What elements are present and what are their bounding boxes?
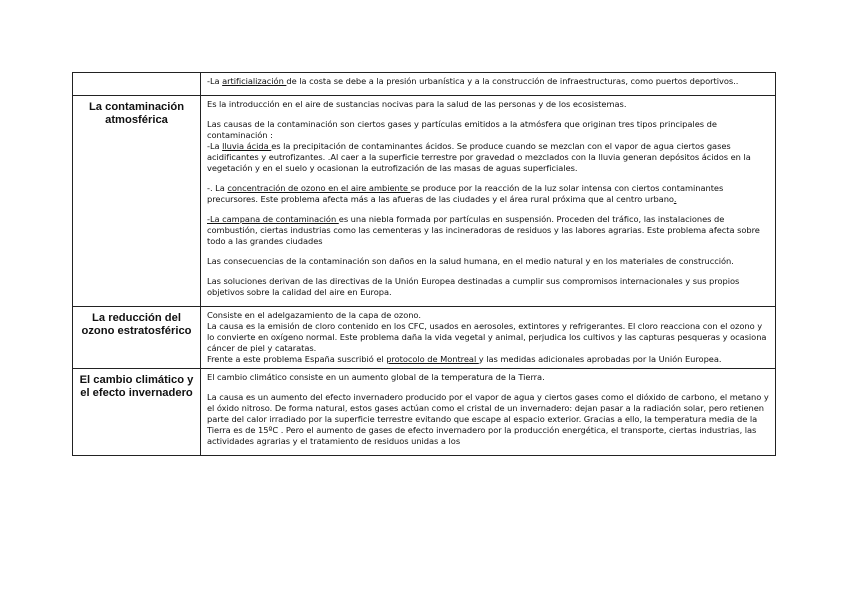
air-pollution-solutions: Las soluciones derivan de las directivas de la Unión Europea destinadas a cumplir sus compromisos internacionales y sus propios objetivos sobre la calidad del aire en Europa. [207,276,740,297]
table-row-coast [73,73,776,96]
air-pollution-consequences: Las consecuencias de la contaminación son daños en la salud humana, en el medio natural y en los materiales de construcción. [207,256,734,266]
geography-topics-table [72,72,776,456]
ozone-concentration-paragraph [207,183,769,205]
climate-definition: El cambio climático consiste en un aumento global de la temperatura de la Tierra. [207,372,545,382]
text-fragment: se produce por la reacción de la luz solar intensa con ciertos contaminantes precursores. Este problema afecta más a las afueras de las ciudades y el área rural próxima que al centro urbano [207,183,724,204]
artificialization-paragraph [207,76,769,87]
text-fragment: es una niebla formada por partículas en suspensión. Proceden del tráfico, las instalaciones de combustión, ciertas industrias como las cementeras y las incineradoras de residuos y las labores agrarias. Este problema afecta sobre todo a las grandes ciudades [207,214,760,246]
text-fragment: y las medidas adicionales aprobadas por la Unión Europea. [478,354,722,364]
content-cell-ozone-depletion [201,307,776,369]
artificialization-link[interactable]: artificialización [222,76,287,86]
text-fragment: -La [207,76,223,86]
topic-ozone-depletion: La reducción del ozono estratosférico [73,307,201,369]
content-cell-coast [201,73,776,96]
text-fragment: Frente a este problema España suscribió el [207,354,387,364]
ozone-definition: Consiste en el adelgazamiento de la capa de ozono. [207,310,421,320]
text-fragment: . [673,194,677,204]
climate-cause: La causa es un aumento del efecto invernadero producido por el vapor de agua y ciertos gases como el dióxido de carbono, el metano y el óxido nitroso. De forma natural, estos gases actúan como el cristal de un invernadero: dejan pasar a la radiación solar, pero retienen parte del calor irradiado por la superficie terrestre evitando que escape al espacio exterior. Gracias a ello, la temperatura media de la Tierra es de 15ºC . Pero el aumento de gases de efecto invernadero por la producción energética, el transporte, ciertas industrias, las actividades agrarias y el tratamiento de residuos unidas a los [207,392,769,446]
ozone-response [207,354,769,365]
air-pollution-intro: Es la introducción en el aire de sustancias nocivas para la salud de las personas y de los ecosistemas. [207,99,627,109]
acid-rain-link[interactable]: lluvia ácida [222,141,272,151]
table-row-air-pollution [73,96,776,307]
table-row-climate-change [73,369,776,456]
topic-cell-empty [73,73,201,96]
pollution-bell-paragraph [207,214,769,247]
pollution-bell-link[interactable]: -La campana de contaminación [207,214,339,224]
air-pollution-causes: Las causas de la contaminación son ciertos gases y partículas emitidos a la atmósfera que originan tres tipos principales de contaminación : [207,119,717,140]
text-fragment: -. La [207,183,228,193]
table-row-ozone-depletion [73,307,776,369]
montreal-protocol-link[interactable]: protocolo de Montreal [386,354,479,364]
acid-rain-paragraph [207,141,769,174]
ozone-cause: La causa es la emisión de cloro contenido en los CFC, usados en aerosoles, extintores y refrigerantes. El cloro reacciona con el ozono y lo convierte en oxígeno normal. Este problema daña la vida vegetal y animal, perjudica los cultivos y las capturas pesqueras y ocasiona cáncer de piel y cataratas. [207,321,767,353]
content-cell-climate-change [201,369,776,456]
topic-air-pollution: La contaminación atmosférica [73,96,201,307]
ozone-concentration-link[interactable]: concentración de ozono en el aire ambiente [227,183,411,193]
text-fragment: de la costa se debe a la presión urbanística y a la construcción de infraestructuras, como puertos deportivos.. [286,76,739,86]
topic-climate-change: El cambio climático y el efecto invernadero [73,369,201,456]
text-fragment: es la precipitación de contaminantes ácidos. Se produce cuando se mezclan con el vapor de agua ciertos gases acidificantes y eutrofizantes. .Al caer a la superficie terrestre por gravedad o mezclados con la lluvia generan depósitos ácidos en la vegetación y en el suelo y ocasionan la eutrofización de las masas de aguas superficiales. [207,141,751,173]
content-cell-air-pollution [201,96,776,307]
text-fragment: -La [207,141,223,151]
